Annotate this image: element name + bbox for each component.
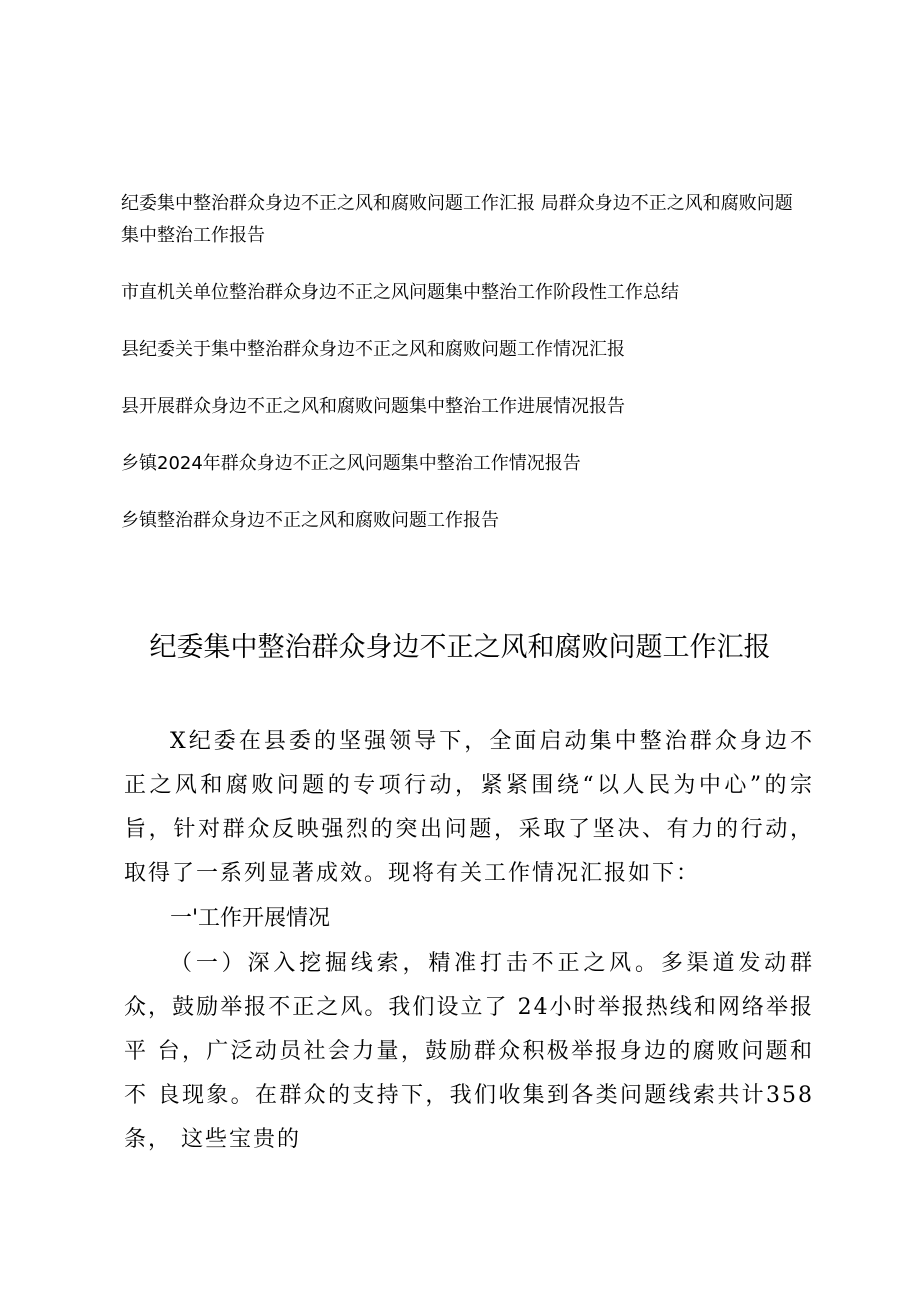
- toc-item-2: 市直机关单位整治群众身边不正之风问题集中整治工作阶段性工作总结: [121, 282, 679, 303]
- toc-item-5: 乡镇2024年群众身边不正之风问题集中整治工作情况报告: [121, 453, 581, 474]
- toc-item-1: 纪委集中整治群众身边不正之风和腐败问题工作汇报 局群众身边不正之风和腐败问题集中整治工作报告: [121, 193, 793, 246]
- toc-item-4: 县开展群众身边不正之风和腐败问题集中整治工作进展情况报告: [121, 396, 625, 417]
- toc-item-3: 县纪委关于集中整治群众身边不正之风和腐败问题工作情况汇报: [121, 339, 625, 360]
- toc-list: [121, 188, 811, 537]
- intro-paragraph: X纪委在县委的坚强领导下，全面启动集中整治群众身边不 正之风和腐败问题的专项行动，紧紧围绕“以人民为中心”的宗 旨，针对群众反映强烈的突出问题，采取了坚决、有力的行动， 取得了一系列显著成效。现将有关工作情况汇报如下：: [124, 729, 814, 886]
- section-heading: 一'工作开展情况: [170, 906, 331, 931]
- toc-item-6: 乡镇整治群众身边不正之风和腐败问题工作报告: [121, 510, 499, 531]
- section-paragraph: （一）深入挖掘线索，精准打击不正之风。多渠道发动群众，鼓励举报不正之风。我们设立了 24小时举报热线和网络举报平 台，广泛动员社会力量，鼓励群众积极举报身边的腐败问题和不 良现象。在群众的支持下，我们收集到各类问题线索共计358条， 这些宝贵的: [124, 951, 814, 1152]
- document-body: [124, 720, 814, 1162]
- document-title: 纪委集中整治群众身边不正之风和腐败问题工作汇报: [149, 632, 771, 663]
